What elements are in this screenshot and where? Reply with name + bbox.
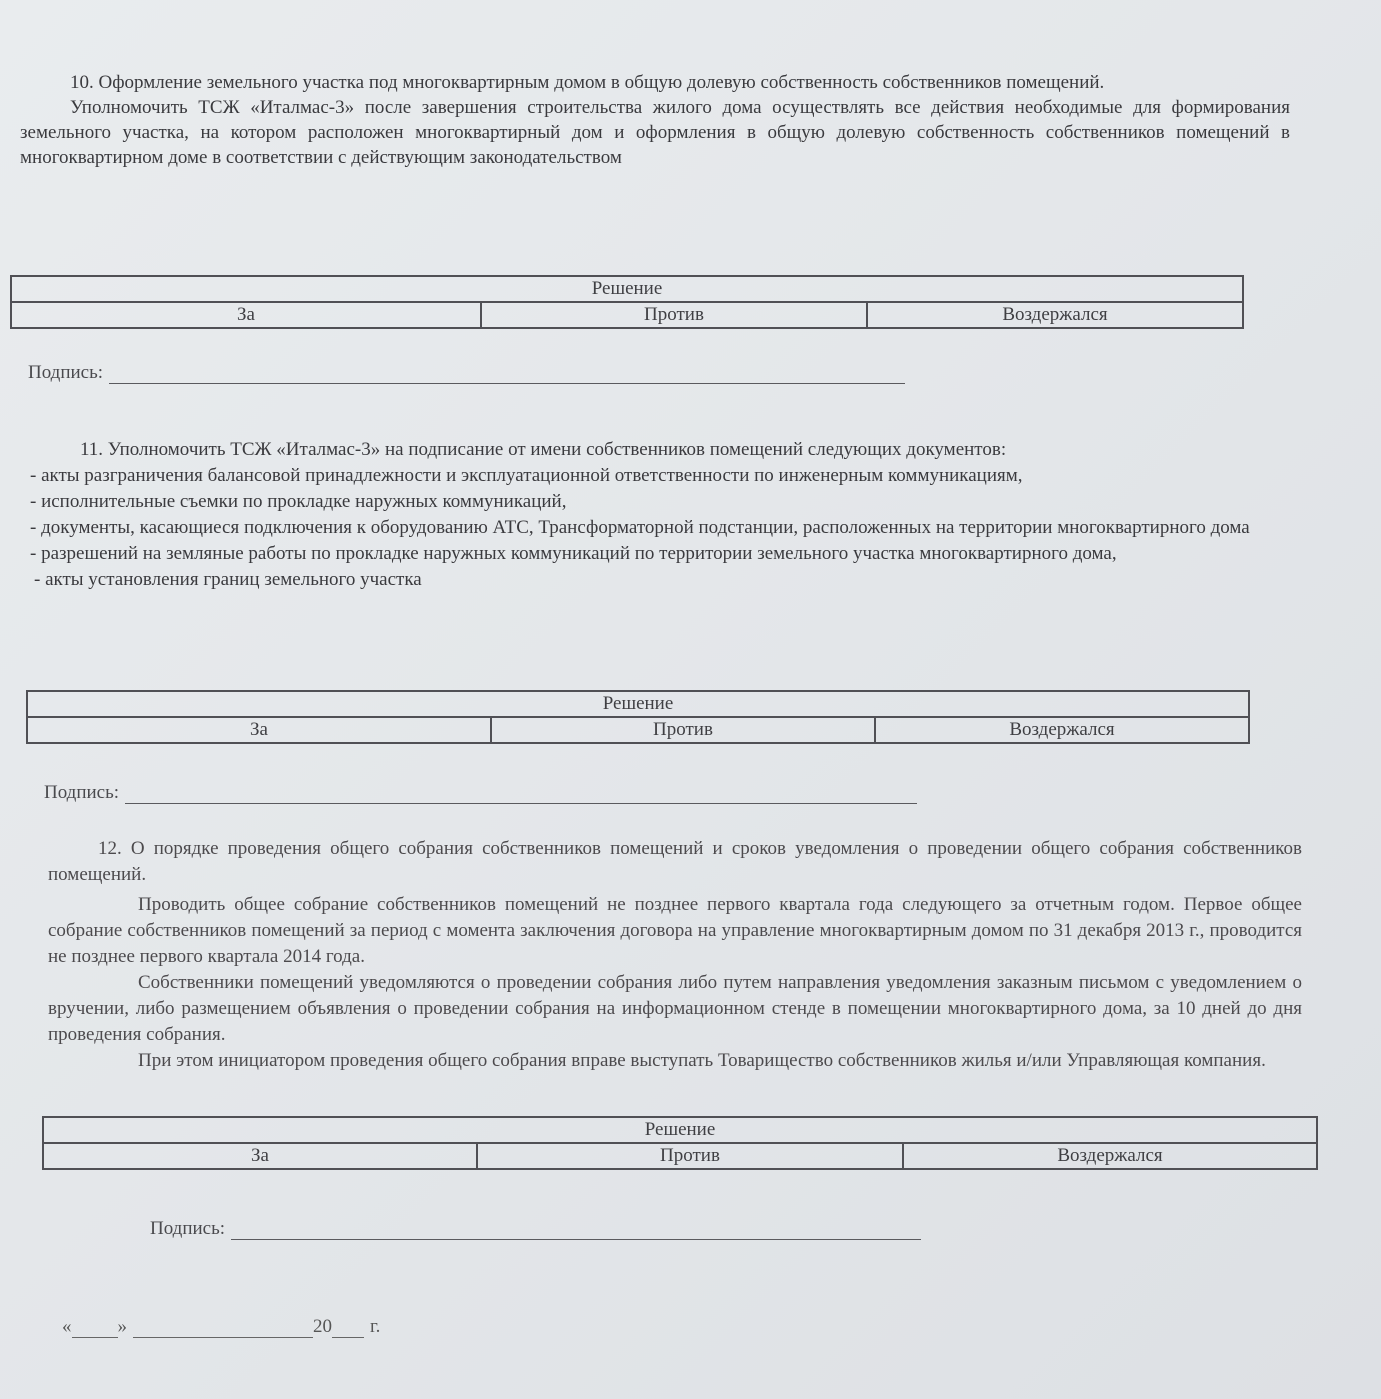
signature-line[interactable] bbox=[231, 1221, 921, 1240]
section-12-paragraph: Проводить общее собрание собственников помещений не позднее первого квартала года следующего за отчетным годом. Первое общее собрание собственников помещений за период с момента заключения договора на управление многоквартирным домом по 31 декабря 2013 г., проводится не позднее первого квартала 2014 года. bbox=[48, 894, 1302, 967]
section-11 bbox=[30, 437, 1296, 593]
vote-table-12 bbox=[42, 1116, 1318, 1170]
date-close-quote: » bbox=[117, 1316, 127, 1337]
signature-label: Подпись: bbox=[44, 782, 120, 803]
vote-against-cell[interactable]: Против bbox=[477, 1143, 903, 1169]
date-year-field[interactable] bbox=[332, 1319, 364, 1338]
section-12-title: 12. О порядке проведения общего собрания собственников помещений и сроков уведомления о проведении общего собрания собственников помещений. bbox=[48, 838, 1302, 885]
date-open-quote: « bbox=[62, 1316, 72, 1337]
vote-abstain-cell[interactable]: Воздержался bbox=[867, 302, 1243, 328]
vote-against-cell[interactable]: Против bbox=[491, 717, 875, 743]
list-item: - исполнительные съемки по прокладке наружных коммуникаций, bbox=[30, 491, 567, 512]
date-line bbox=[62, 1316, 380, 1338]
vote-against-cell[interactable]: Против bbox=[481, 302, 867, 328]
section-12-paragraph: При этом инициатором проведения общего собрания вправе выступать Товарищество собственников жилья и/или Управляющая компания. bbox=[138, 1050, 1266, 1071]
section-12-paragraph: Собственники помещений уведомляются о проведении собрания либо путем направления уведомления заказным письмом с уведомлением о вручении, либо размещением объявления о проведении собрания на информационном стенде в помещении многоквартирного дома, за 10 дней до дня проведения собрания. bbox=[48, 972, 1302, 1045]
list-item: - документы, касающиеся подключения к оборудованию АТС, Трансформаторной подстанции, расположенных на территории многоквартирного дома bbox=[30, 517, 1250, 538]
vote-table-11 bbox=[26, 690, 1250, 744]
vote-table-10 bbox=[10, 275, 1244, 329]
signature-label: Подпись: bbox=[150, 1218, 226, 1239]
signature-line[interactable] bbox=[125, 785, 917, 804]
section-10-body: Уполномочить ТСЖ «Италмас-3» после завершения строительства жилого дома осуществлять все действия необходимые для формирования земельного участка, на котором расположен многоквартирный дом и оформления в общую долевую собственность собственников помещений в многоквартирном доме в соответствии с действующим законодательством bbox=[20, 97, 1290, 168]
section-10-title: 10. Оформление земельного участка под многоквартирным домом в общую долевую собственность собственников помещений. bbox=[70, 72, 1105, 93]
section-10 bbox=[20, 70, 1290, 170]
vote-for-cell[interactable]: За bbox=[27, 717, 491, 743]
list-item: - разрешений на земляные работы по прокладке наружных коммуникаций по территории земельного участка многоквартирного дома, bbox=[30, 543, 1117, 564]
list-item: - акты установления границ земельного участка bbox=[34, 569, 422, 590]
vote-for-cell[interactable]: За bbox=[11, 302, 481, 328]
vote-table-header: Решение bbox=[27, 691, 1249, 717]
signature-10 bbox=[28, 362, 905, 384]
vote-abstain-cell[interactable]: Воздержался bbox=[875, 717, 1249, 743]
section-11-title: 11. Уполномочить ТСЖ «Италмас-3» на подписание от имени собственников помещений следующих документов: bbox=[80, 439, 1007, 460]
vote-table-header: Решение bbox=[11, 276, 1243, 302]
vote-abstain-cell[interactable]: Воздержался bbox=[903, 1143, 1317, 1169]
date-day-field[interactable] bbox=[72, 1319, 118, 1338]
list-item: - акты разграничения балансовой принадлежности и эксплуатационной ответственности по инженерным коммуникациям, bbox=[30, 465, 1023, 486]
date-year-prefix: 20 bbox=[313, 1316, 332, 1337]
signature-label: Подпись: bbox=[28, 362, 104, 383]
vote-table-header: Решение bbox=[43, 1117, 1317, 1143]
signature-11 bbox=[44, 782, 917, 804]
date-year-suffix: г. bbox=[370, 1316, 381, 1337]
signature-12 bbox=[150, 1218, 921, 1240]
date-month-field[interactable] bbox=[133, 1319, 313, 1338]
section-12 bbox=[48, 836, 1302, 1074]
signature-line[interactable] bbox=[109, 365, 905, 384]
vote-for-cell[interactable]: За bbox=[43, 1143, 477, 1169]
